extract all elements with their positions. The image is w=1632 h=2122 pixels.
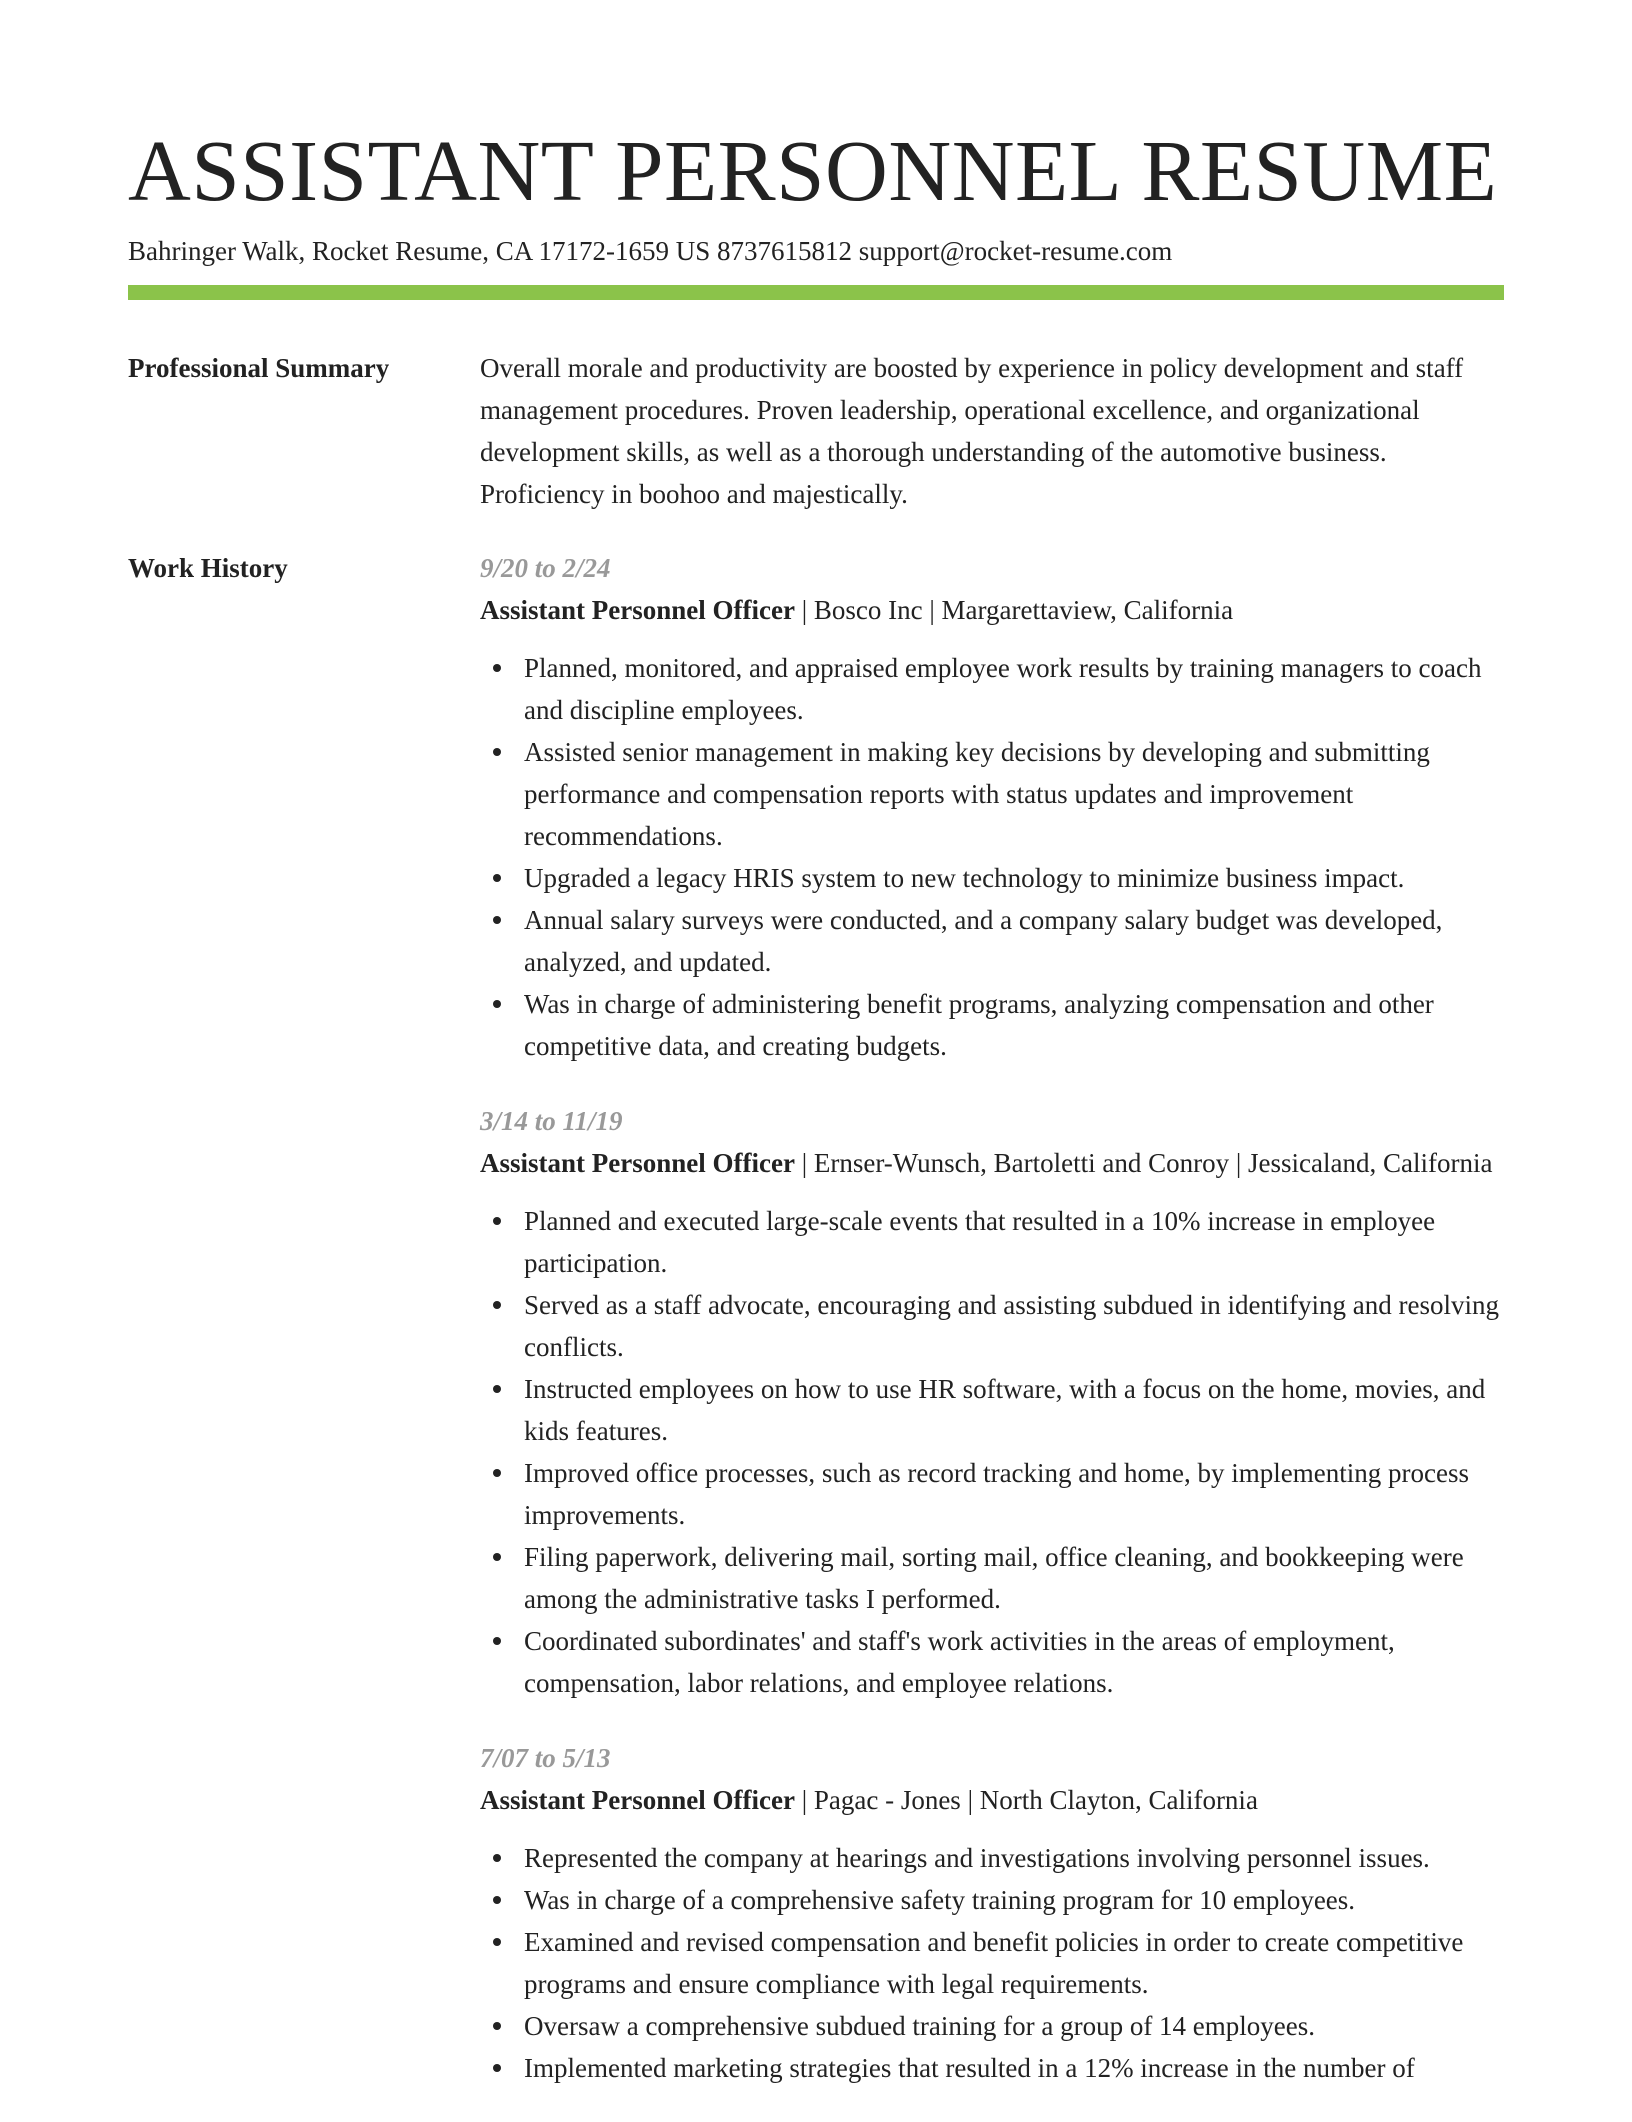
bullet-dot-icon [493, 1553, 501, 1561]
job-bullet [480, 731, 1504, 857]
summary-body [480, 347, 1504, 515]
job-bullet [480, 2005, 1504, 2047]
bullet-dot-icon [493, 1637, 501, 1645]
job-bullet [480, 857, 1504, 899]
job-title: Assistant Personnel Officer [480, 595, 795, 625]
section-label-professional-summary: Professional Summary [128, 353, 390, 383]
bullet-dot-icon [493, 664, 501, 672]
job-bullet-text: Oversaw a comprehensive subdued training for a group of 14 employees. [524, 2011, 1316, 2041]
job-bullet-text: Coordinated subordinates' and staff's work activities in the areas of employment, compensation, labor relations, and employee relations. [524, 1626, 1395, 1698]
job-bullet-list [480, 1200, 1504, 1704]
job-title: Assistant Personnel Officer [480, 1785, 795, 1815]
job-bullet-text: Improved office processes, such as record tracking and home, by implementing process improvements. [524, 1458, 1469, 1530]
job-details: | Ernser-Wunsch, Bartoletti and Conroy | Jessicaland, California [794, 1148, 1493, 1178]
bullet-dot-icon [493, 748, 501, 756]
job-bullet [480, 1452, 1504, 1536]
job-bullet-text: Instructed employees on how to use HR software, with a focus on the home, movies, and kids features. [524, 1374, 1486, 1446]
bullet-dot-icon [493, 916, 501, 924]
bullet-dot-icon [493, 1301, 501, 1309]
bullet-dot-icon [493, 1854, 501, 1862]
bullet-dot-icon [493, 1469, 501, 1477]
bullet-dot-icon [493, 1217, 501, 1225]
bullet-dot-icon [493, 2022, 501, 2030]
job-entry [480, 1737, 1504, 2089]
job-title-line [480, 1142, 1504, 1184]
job-bullet-text: Filing paperwork, delivering mail, sorting mail, office cleaning, and bookkeeping were among the administrative tasks I performed. [524, 1542, 1464, 1614]
job-bullet [480, 899, 1504, 983]
bullet-dot-icon [493, 1000, 501, 1008]
contact-line: Bahringer Walk, Rocket Resume, CA 17172-1659 US 8737615812 support@rocket-resume.com [128, 236, 1173, 266]
job-bullet [480, 1837, 1504, 1879]
job-bullet [480, 1921, 1504, 2005]
summary-text: Overall morale and productivity are boosted by experience in policy development and staff management procedures. Proven leadership, operational excellence, and organizational development skills, as well as a thorough understanding of the automotive business. Proficiency in boohoo and majestically. [480, 353, 1464, 509]
job-entry [480, 547, 1504, 1067]
job-bullet [480, 1284, 1504, 1368]
job-bullet [480, 647, 1504, 731]
section-label-work-history: Work History [128, 553, 288, 583]
job-bullet-text: Was in charge of a comprehensive safety training program for 10 employees. [524, 1885, 1356, 1915]
bullet-dot-icon [493, 874, 501, 882]
job-bullet-text: Was in charge of administering benefit programs, analyzing compensation and other competitive data, and creating budgets. [524, 989, 1434, 1061]
job-bullet-text: Examined and revised compensation and benefit policies in order to create competitive programs and ensure compliance with legal requirements. [524, 1927, 1464, 1999]
job-bullet-text: Planned and executed large-scale events that resulted in a 10% increase in employee participation. [524, 1206, 1436, 1278]
job-entry [480, 1100, 1504, 1704]
job-dates: 3/14 to 11/19 [480, 1106, 623, 1136]
job-bullet [480, 1200, 1504, 1284]
job-bullet [480, 1368, 1504, 1452]
job-bullet-list [480, 1837, 1504, 2089]
resume-page [128, 0, 1504, 2122]
job-details: | Bosco Inc | Margarettaview, California [794, 595, 1234, 625]
job-bullet-text: Served as a staff advocate, encouraging and assisting subdued in identifying and resolving conflicts. [524, 1290, 1500, 1362]
bullet-dot-icon [493, 2064, 501, 2072]
job-title: Assistant Personnel Officer [480, 1148, 795, 1178]
job-bullet-text: Annual salary surveys were conducted, and a company salary budget was developed, analyzed, and updated. [524, 905, 1443, 977]
job-bullet [480, 1879, 1504, 1921]
job-details: | Pagac - Jones | North Clayton, California [794, 1785, 1258, 1815]
bullet-dot-icon [493, 1896, 501, 1904]
professional-summary-section [128, 347, 1504, 515]
job-dates: 9/20 to 2/24 [480, 553, 611, 583]
job-title-line [480, 1779, 1504, 1821]
job-bullet-text: Assisted senior management in making key decisions by developing and submitting performance and compensation reports with status updates and improvement recommendations. [524, 737, 1430, 851]
resume-title: ASSISTANT PERSONNEL RESUME [128, 122, 1498, 219]
work-history-body [480, 547, 1504, 2122]
job-title-line [480, 589, 1504, 631]
job-bullet [480, 2047, 1504, 2089]
job-bullet-text: Upgraded a legacy HRIS system to new technology to minimize business impact. [524, 863, 1405, 893]
job-bullet-list [480, 647, 1504, 1067]
job-bullet-text: Implemented marketing strategies that resulted in a 12% increase in the number of [524, 2053, 1415, 2083]
job-bullet-text: Represented the company at hearings and investigations involving personnel issues. [524, 1843, 1430, 1873]
header-divider [128, 285, 1504, 300]
bullet-dot-icon [493, 1385, 501, 1393]
job-bullet-text: Planned, monitored, and appraised employee work results by training managers to coach and discipline employees. [524, 653, 1482, 725]
work-history-section [128, 547, 1504, 2122]
job-bullet [480, 983, 1504, 1067]
bullet-dot-icon [493, 1938, 501, 1946]
job-dates: 7/07 to 5/13 [480, 1743, 611, 1773]
job-bullet [480, 1620, 1504, 1704]
job-bullet [480, 1536, 1504, 1620]
